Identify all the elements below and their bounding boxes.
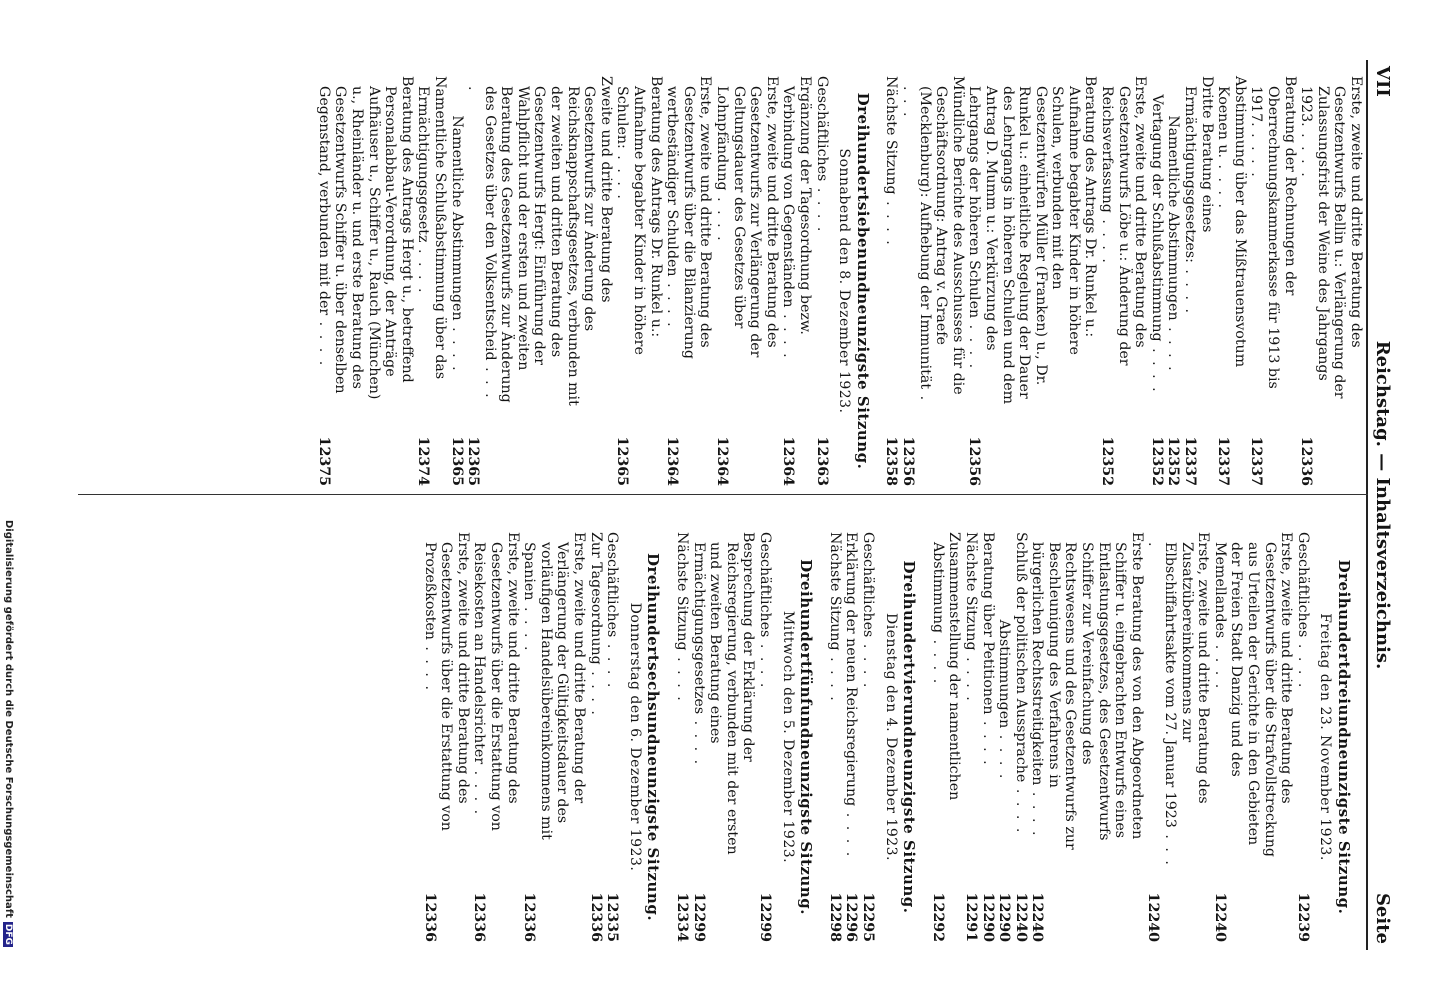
running-title: Reichstag. — Inhaltsverzeichnis. [1372,340,1393,670]
dot-leader: . . . . [843,806,860,859]
entry-text: Mündliche Berichte des Ausschusses für die Geschäftsordnung: Antrag v. Graefe (Mecklenburg): Aufhebung der Immunität [916,76,966,395]
page-ref: 12364 [780,436,797,486]
toc-entry [780,76,813,486]
toc-entry [521,532,587,942]
entry-text: Vertagung der Schlußabstimmung [1148,94,1165,342]
toc-subentry [996,532,1013,942]
page-ref: 12365 [614,436,631,486]
entry-text: Erste, zweite und dritte Beratung des Gesetzentwurfs Löbe u.: Änderung der Reichsverfassung [1099,76,1149,366]
toc-entry [962,532,979,942]
page-ref: 12239 [1294,892,1311,942]
entry-text: Beratung des Antrags Hergt u., betreffend Personalabbau-Verordnung, der Anträge Aufhäuser u., Schiffer u., Rauch (München) u., Rheinländer u. und erste Beratung des Gesetzentwurfs Schiffer u. über denselben Gegenstand, verbunden mit der [315,76,415,400]
digitization-credit [2,520,14,990]
toc-entry [1145,532,1211,942]
toc-entry [899,76,965,486]
page-ref: 12336 [421,892,438,942]
page-ref: 12352 [1165,436,1182,486]
entry-text: Geschäftliches [813,76,830,182]
toc-entry [415,76,448,486]
session-title: Dreihundertsechsundneunzigste Sitzung. [644,552,663,922]
dot-leader: . . . . [448,320,465,373]
dot-leader: . . . . [674,650,691,703]
dot-leader: . . . . [614,148,631,201]
toc-entry [1294,532,1311,942]
toc-entry [1211,532,1294,942]
entry-text: Erklärung der neuen Reichsregierung [843,532,860,807]
dot-leader: . . . . [471,764,488,817]
entry-text: Nächste Sitzung [962,532,979,651]
dot-leader: . . . . [883,194,900,247]
left-column [315,76,1364,486]
entry-text: Erste, zweite und dritte Beratung der Verlängerung der Gültigkeitsdauer des vorläufigen Handelsübereinkommens mit Spanien [521,532,588,840]
toc-entry [713,76,779,486]
toc-entry [929,532,962,942]
toc-subentry [1165,76,1182,486]
toc-entry [421,532,471,942]
dot-leader: . . . . [780,307,797,360]
dot-leader: . . . . [690,714,707,767]
page-ref: 12364 [714,436,731,486]
toc-entry [1099,76,1149,486]
page-ref: 12299 [757,892,773,942]
dot-leader: . . . . [1148,341,1165,394]
toc-entry [1298,76,1364,486]
toc-entry [690,532,756,942]
dot-leader: . . . . [826,650,843,703]
entry-text: Geschäftliches [859,532,876,638]
dot-leader: . . . . [929,633,946,686]
toc-entry [604,532,621,942]
entry-text: Dritte Beratung eines Ermächtigungsgesetzes: [1182,76,1215,263]
page-ref: 12299 [690,892,707,942]
credit-text: Digitalisierung gefördert durch die Deutsche Forschungsgemeinschaft [3,520,14,918]
page-ref: 12358 [883,436,900,486]
entry-text: Beratung über Petitionen [979,532,996,715]
entry-text: Namentliche Abstimmungen [448,115,465,321]
dot-leader: . . . . [1294,637,1311,690]
session-title: Dreihundertfünfundneunzigste Sitzung. [797,559,816,915]
toc-entry [614,76,664,486]
entry-text: Erste, zweite und dritte Beratung des Gesetzentwurfs über die Erstattung von Prozeßkosten [421,532,471,831]
session-date: Freitag den 23. November 1923. [1317,613,1334,861]
toc-entry [587,532,604,942]
entry-text: Erste, zweite und dritte Beratung des Gesetzentwurfs Bellin u.: Verlängerung der Zulassungsfrist der Weine des Jahrgangs 1923. [1298,76,1364,399]
page-ref: 12295 [859,892,876,942]
dot-leader: . . . . [315,315,332,368]
page-ref: 12336 [1298,436,1315,486]
page-ref: 12291 [962,892,979,942]
dot-leader: . . . . [813,181,830,234]
entry-text: Beratung des Antrags Dr. Runkel u.: Aufnahme begabter Kinder in höhere Schulen, verbunden mit den Gesetzentwürfen Müller (Franken) u., Dr. Runkel u.: einheitliche Regelung der Dauer des Lehrgangs in höheren Schulen und dem Antrag D. Mumm u.: Verkürzung des Lehrgangs der höheren Schulen [966,76,1099,405]
dot-leader: . . . . [962,650,979,703]
page-ref: 12334 [674,892,691,942]
entry-text: Geschäftliches [604,532,621,638]
dot-leader: . . . . [859,637,876,690]
toc-entry [756,532,773,942]
page-ref: 12337 [1215,436,1232,486]
page-ref: 12365 [465,436,482,486]
entry-text: Zweite und dritte Beratung des Gesetzentwurfs zur Änderung des Reichsknappschaftsgesetzes, verbunden mit der zweiten und dritten Beratung des Gesetzentwurfs Hergt: Einführung der Wahlpflicht und der ersten und zweiten Beratung des Gesetzentwurfs zur Änderung des Gesetzes über den Volksentscheid [481,76,614,406]
dot-leader: . . . . [1215,157,1232,211]
page-ref: 12290 [996,892,1013,942]
page-ref: 12336 [587,892,604,942]
column-divider [78,494,1368,495]
toc-entry [813,76,830,486]
entry-text: Geschäftliches [757,532,773,638]
toc-entry [966,76,1099,486]
entry-text: Besprechung der Erklärung der Reichsregierung, verbunden mit der ersten und zweiten Beratung eines Ermächtigungsgesetzes [690,532,757,855]
page-ref: 12336 [471,892,488,942]
entry-text: Erste, zweite und dritte Beratung des Gesetzentwurfs über die Erstattung von Reisekosten an Handelsrichter [471,532,521,831]
dot-leader: . . . . [979,714,996,767]
dot-leader: . . . . [714,190,731,243]
page-ref: 12337 [1182,436,1199,486]
page-ref: 12356 [899,436,916,486]
entry-text: Schluß der politischen Aussprache [1012,532,1029,783]
toc-entry [1012,532,1029,942]
entry-text: Erste, zweite und dritte Beratung des Gesetzentwurfs über die Strafvollstreckung aus Urteilen der Gerichte in den Gebieten der Freien Stadt Danzig und des Memellandes [1211,532,1295,857]
seite-label: Seite [1372,892,1393,944]
entry-text: Nächste Sitzung [674,532,691,651]
session-date: Donnerstag den 6. Dezember 1923. [626,602,643,872]
dot-leader: . . . . [1248,126,1265,179]
page-ref: 12292 [929,892,946,942]
page-ref: 12364 [664,436,681,486]
session-title: Dreihundertsiebenundneunzigste Sitzung. [853,92,872,470]
session-date: Sonnabend den 8. Dezember 1923. [836,148,853,414]
session-title: Dreihundertvierundneunzigste Sitzung. [900,560,919,914]
page-number: VII [1372,66,1393,97]
entry-text: Zusammenstellung der namentlichen Abstimmung [929,532,963,801]
entry-text: Namentliche Schlußabstimmung über das Ermächtigungsgesetz [415,76,448,380]
page-ref: 12240 [1145,892,1162,942]
toc-entry [1029,532,1145,942]
page-ref: 12352 [1148,436,1165,486]
toc-entry [883,76,900,486]
dot-leader: . . . . [757,637,773,690]
page-ref: 12336 [521,892,538,942]
dot-leader: . . . . [421,639,438,692]
entry-text: Namentliche Abstimmungen [1165,115,1182,321]
session-date: Mittwoch den 5. Dezember 1923. [779,610,796,864]
dot-leader: . . . . [1029,785,1046,838]
toc-entry [826,532,843,942]
page-ref: 12356 [966,436,983,486]
dot-leader: . . . . [1099,212,1116,265]
entry-text: Erste, zweite und dritte Beratung des Gesetzentwurfs zur Verlängerung der Geltungsdauer des Gesetzes über Lohnpfändung [714,76,780,358]
page-ref: 12365 [448,436,465,486]
page-ref: 12240 [1211,892,1228,942]
toc-entry [859,532,876,942]
page-ref: 12290 [979,892,996,942]
entry-text: Beratung des Antrags Dr. Runkel u.: Aufnahme begabter Kinder in höhere Schulen: [614,76,664,355]
entry-text: Geschäftliches [1294,532,1311,638]
entry-text: Ergänzung der Tagesordnung bezw. Verbindung von Gegenständen [780,76,813,335]
page-ref: 12337 [1248,436,1265,486]
entry-text: Erste Beratung des von den Abgeordneten Schiffer u. eingebrachten Entwurfs eines Entlastungsgesetzes, des Gesetzentwurfs Schiffer zur Vereinfachung des Rechtswesens und des Gesetzentwurfs zur Beschleunigung des Verfahrens in bürgerlichen Rechtsstreitigkeiten [1029,532,1145,850]
toc-entry [673,532,690,942]
toc-subentry [448,76,465,486]
toc-entry [315,76,415,486]
session-title: Dreihundertdreiundneunzigste Sitzung. [1335,559,1353,915]
dot-leader: . . . . [1211,638,1228,691]
dot-leader: . . . . [966,318,983,371]
dot-leader: . . . . [1145,542,1179,867]
page-ref: 12298 [826,892,843,942]
page-ref: 12363 [813,436,830,486]
dot-leader: . . . . [587,664,604,717]
dot-leader: . . . . [521,600,538,653]
page-ref: 12352 [1099,436,1116,486]
page-header [1366,60,1398,950]
dot-leader: . . . . [1012,782,1029,835]
dot-leader: . . . . [1298,126,1315,179]
toc-entry [1181,76,1214,486]
dot-leader: . . . . [604,637,621,690]
toc-entry [465,76,614,486]
page-ref: 12240 [1012,892,1029,942]
page-ref: 12375 [315,436,332,486]
entry-text: Nächste Sitzung [883,76,900,195]
dot-leader: . . . . [465,86,498,400]
page-ref: 12296 [843,892,860,942]
dot-leader: . . . . [996,728,1013,781]
dot-leader: . . . . [415,242,432,295]
dfg-logo: DFG [3,923,13,945]
dot-leader: . . . . [1165,320,1182,373]
entry-text: Abstimmungen [996,619,1013,729]
right-column [421,532,1364,942]
dot-leader: . . . . [1182,262,1199,315]
toc-subentry [1148,76,1165,486]
page-ref: 12240 [1029,892,1046,942]
entry-text: Erste, zweite und dritte Beratung des Zusatzübereinkommens zur Elbschiffahrtsakte vom 27. Januar 1923 [1162,532,1212,828]
toc-entry [1215,76,1248,486]
entry-text: Nächste Sitzung [826,532,843,651]
entry-text: Beratung der Rechnungen der Oberrechnungskammerkasse für 1913 bis 1917. [1248,76,1298,389]
entry-text: Abstimmung über das Mißtrauensvotum Koenen u. [1215,76,1248,368]
session-date: Dienstag den 4. Dezember 1923. [882,612,899,861]
toc-entry [843,532,860,942]
toc-entry [664,76,714,486]
page-ref: 12374 [415,436,432,486]
toc-entry [979,532,996,942]
dot-leader: . . . . [899,86,933,403]
toc-entry [471,532,521,942]
toc-entry [1248,76,1298,486]
dot-leader: . . . . [664,276,681,329]
entry-text: Erste, zweite und dritte Beratung des Gesetzentwurfs über die Bilanzierung wertbeständiger Schulden [664,76,714,359]
entry-text: Zur Tagesordnung [587,532,604,665]
page-ref: 12335 [604,892,621,942]
